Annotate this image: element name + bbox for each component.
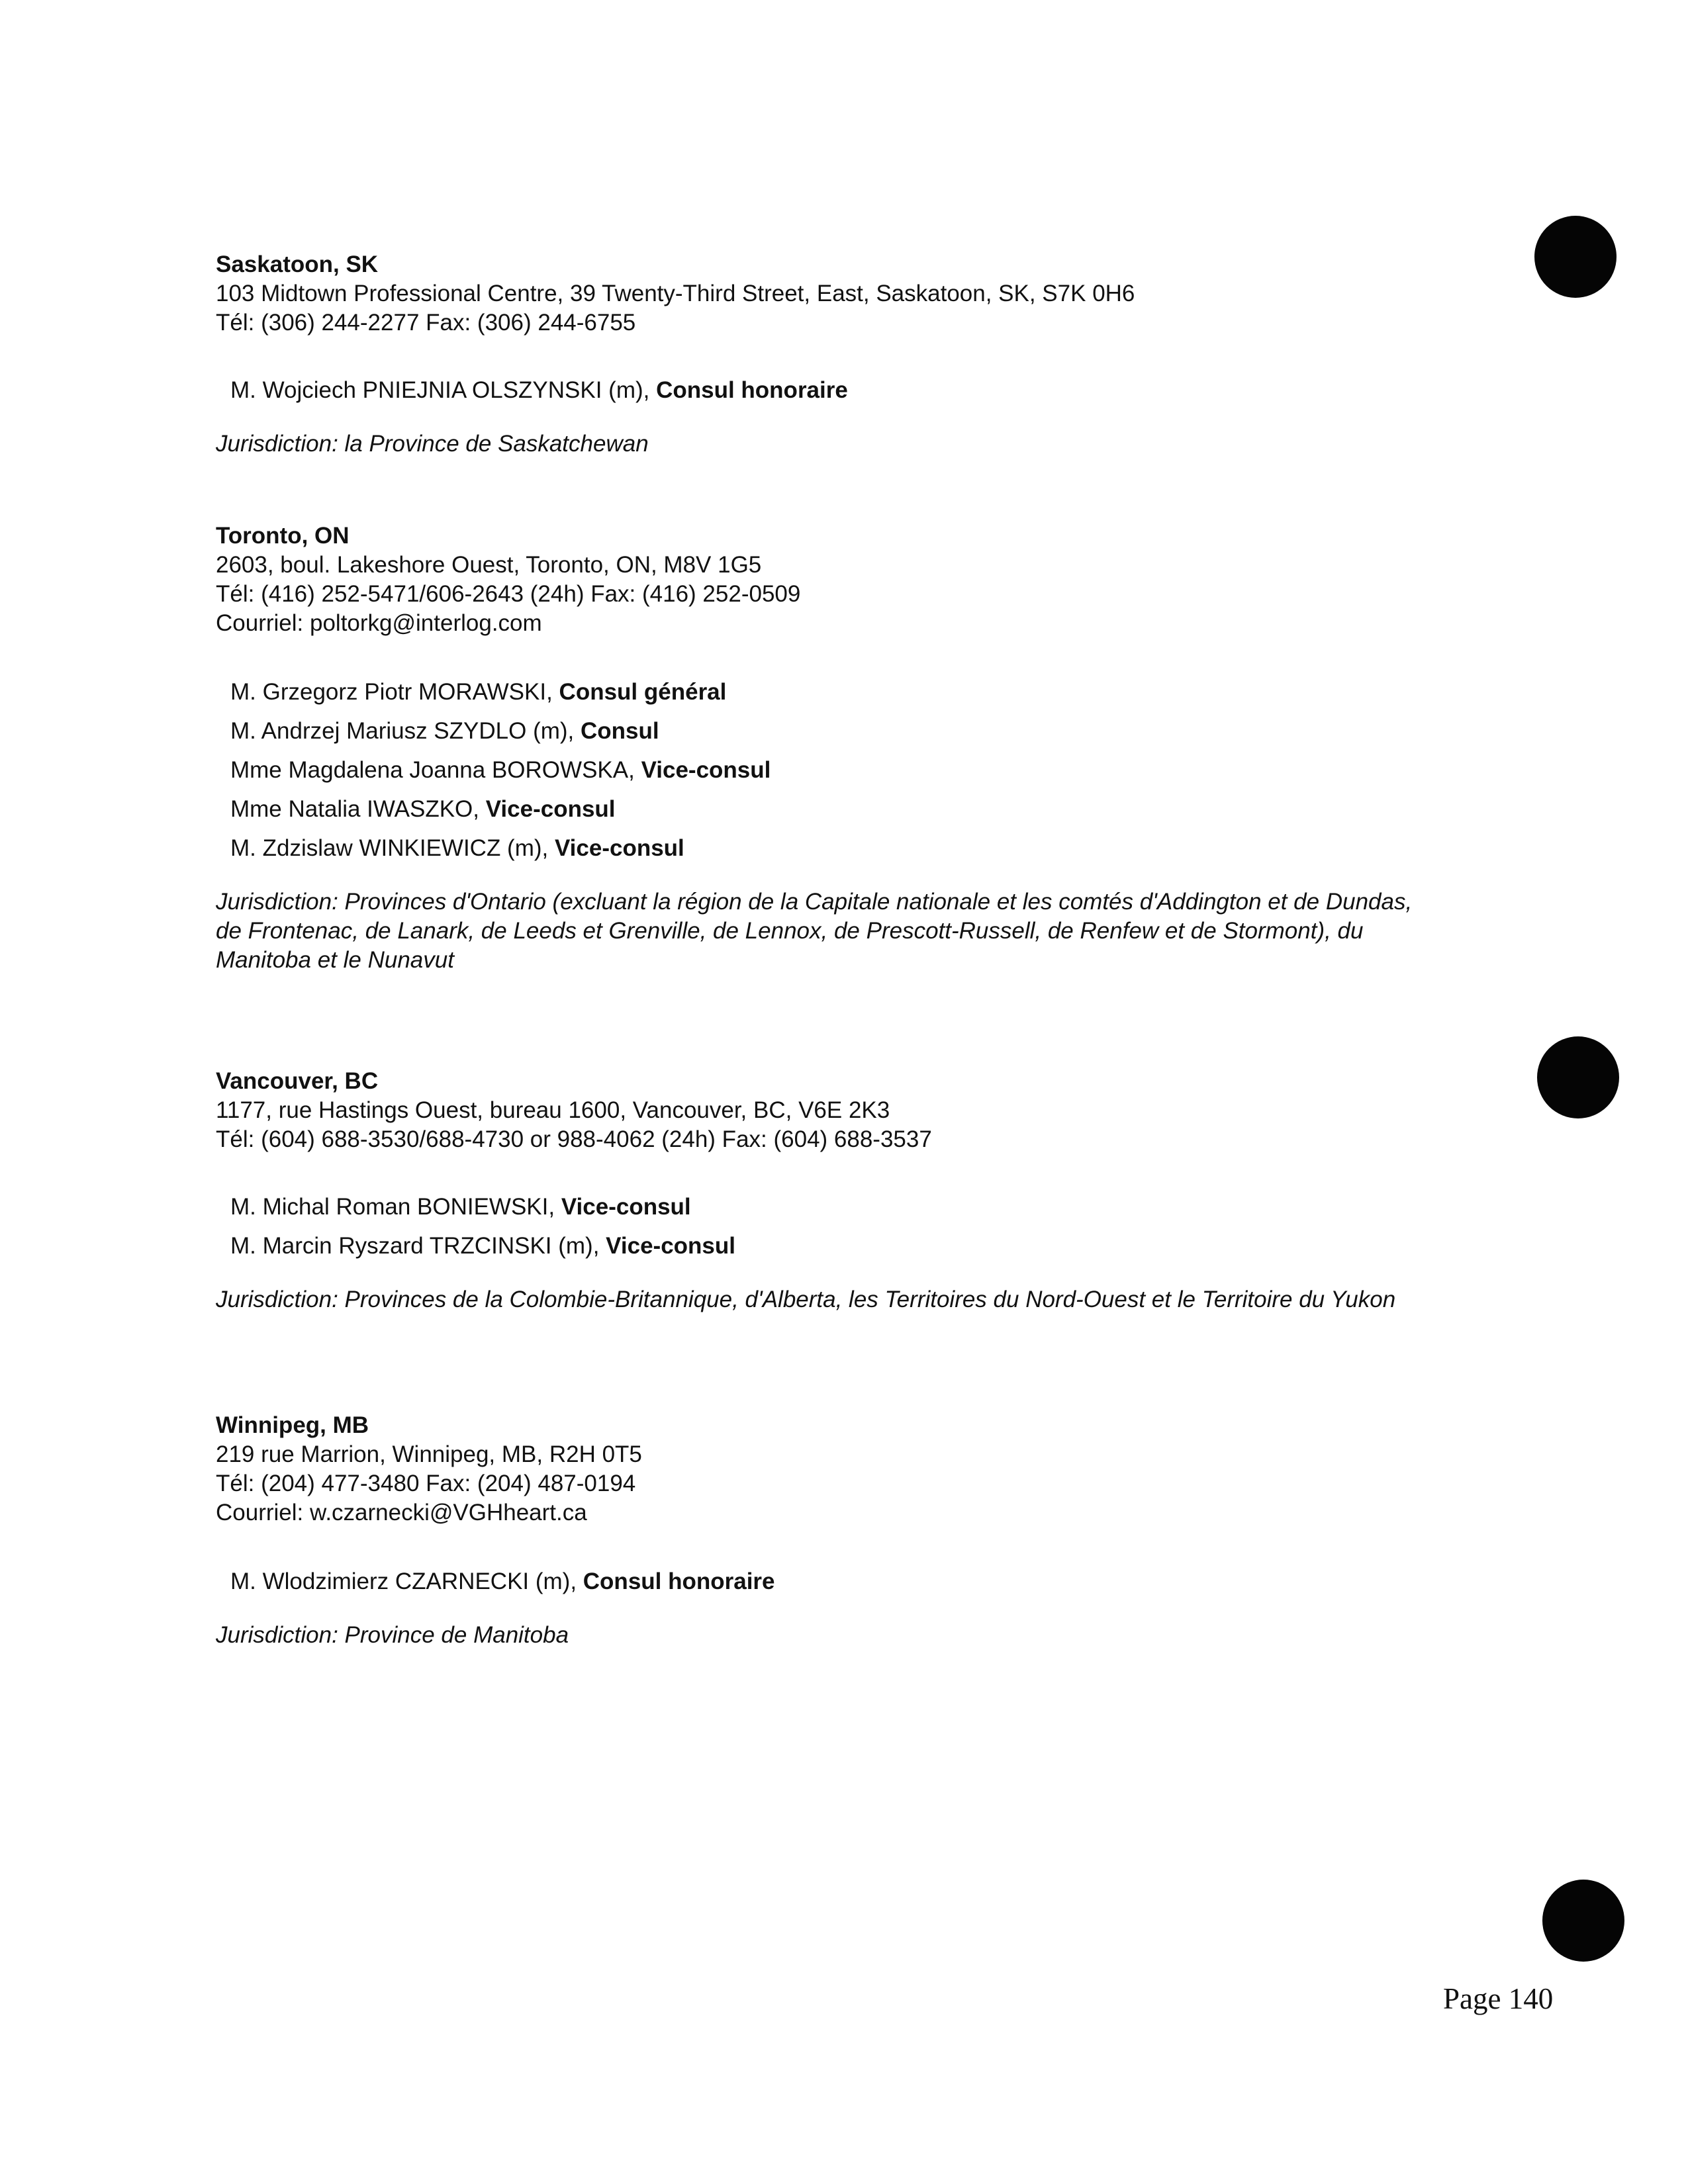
- officer-role: Vice-consul: [641, 757, 771, 783]
- punch-hole-top: [1534, 216, 1617, 298]
- officer-name: M. Wlodzimierz CZARNECKI (m),: [230, 1569, 583, 1594]
- officer-name: M. Grzegorz Piotr MORAWSKI,: [230, 679, 559, 705]
- phone-line: Tél: (204) 477-3480 Fax: (204) 487-0194: [216, 1471, 636, 1496]
- officer-list: [230, 371, 1421, 410]
- email-line: Courriel: poltorkg@interlog.com: [216, 610, 542, 636]
- jurisdiction-text: Jurisdiction: Provinces d'Ontario (excluant la région de la Capitale nationale et les comtés d'Addington et de Dundas, de Frontenac, de Lanark, de Leeds et Grenville, de Lennox, de Prescott-Russell, de Renfew et de Stormont), du Manitoba et le Nunavut: [216, 889, 1413, 973]
- phone-line: Tél: (604) 688-3530/688-4730 or 988-4062 (24h) Fax: (604) 688-3537: [216, 1126, 932, 1152]
- consulate-entry-saskatoon: [216, 250, 1421, 459]
- page-number: Page 140: [1443, 1982, 1554, 2015]
- officer-row: [230, 711, 1421, 751]
- consulate-entry-toronto: [216, 522, 1421, 975]
- officer-row: [230, 1562, 1421, 1601]
- email-line: Courriel: w.czarnecki@VGHheart.ca: [216, 1500, 587, 1525]
- city-heading: Vancouver, BC: [216, 1068, 379, 1094]
- officer-name: M. Zdzislaw WINKIEWICZ (m),: [230, 835, 555, 861]
- officer-row: [230, 751, 1421, 790]
- officer-role: Consul honoraire: [656, 377, 848, 403]
- officer-role: Consul honoraire: [583, 1569, 775, 1594]
- officer-name: M. Marcin Ryszard TRZCINSKI (m),: [230, 1233, 606, 1259]
- officer-name: M. Michal Roman BONIEWSKI,: [230, 1194, 561, 1220]
- officer-role: Vice-consul: [485, 796, 616, 822]
- officer-row: [230, 371, 1421, 410]
- officer-list: [230, 1562, 1421, 1601]
- officer-role: Vice-consul: [606, 1233, 735, 1259]
- city-heading: Saskatoon, SK: [216, 251, 379, 277]
- officer-row: [230, 1226, 1421, 1265]
- officer-name: M. Wojciech PNIEJNIA OLSZYNSKI (m),: [230, 377, 657, 403]
- punch-hole-middle: [1537, 1036, 1619, 1118]
- officer-role: Vice-consul: [561, 1194, 691, 1220]
- punch-hole-bottom: [1542, 1880, 1624, 1962]
- officer-list: [230, 672, 1421, 868]
- officer-role: Consul général: [559, 679, 727, 705]
- jurisdiction-text: Jurisdiction: la Province de Saskatchewan: [216, 431, 649, 457]
- city-heading: Toronto, ON: [216, 523, 350, 549]
- officer-name: Mme Magdalena Joanna BOROWSKA,: [230, 757, 641, 783]
- officer-role: Consul: [580, 718, 659, 744]
- officer-name: M. Andrzej Mariusz SZYDLO (m),: [230, 718, 581, 744]
- consulate-entry-vancouver: [216, 1067, 1421, 1314]
- address-line: 1177, rue Hastings Ouest, bureau 1600, Vancouver, BC, V6E 2K3: [216, 1097, 890, 1123]
- phone-line: Tél: (416) 252-5471/606-2643 (24h) Fax: (416) 252-0509: [216, 581, 801, 607]
- address-line: 219 rue Marrion, Winnipeg, MB, R2H 0T5: [216, 1441, 642, 1467]
- city-heading: Winnipeg, MB: [216, 1412, 369, 1438]
- jurisdiction-text: Jurisdiction: Provinces de la Colombie-Britannique, d'Alberta, les Territoires du Nord-Ouest et le Territoire du Yukon: [216, 1287, 1396, 1312]
- officer-row: [230, 1187, 1421, 1226]
- consulate-entry-winnipeg: [216, 1411, 1421, 1650]
- address-line: 103 Midtown Professional Centre, 39 Twenty-Third Street, East, Saskatoon, SK, S7K 0H6: [216, 281, 1135, 306]
- officer-list: [230, 1187, 1421, 1265]
- officer-name: Mme Natalia IWASZKO,: [230, 796, 486, 822]
- officer-row: [230, 829, 1421, 868]
- officer-row: [230, 790, 1421, 829]
- address-line: 2603, boul. Lakeshore Ouest, Toronto, ON, M8V 1G5: [216, 552, 762, 578]
- officer-role: Vice-consul: [554, 835, 684, 861]
- officer-row: [230, 672, 1421, 711]
- jurisdiction-text: Jurisdiction: Province de Manitoba: [216, 1622, 569, 1648]
- phone-line: Tél: (306) 244-2277 Fax: (306) 244-6755: [216, 310, 636, 336]
